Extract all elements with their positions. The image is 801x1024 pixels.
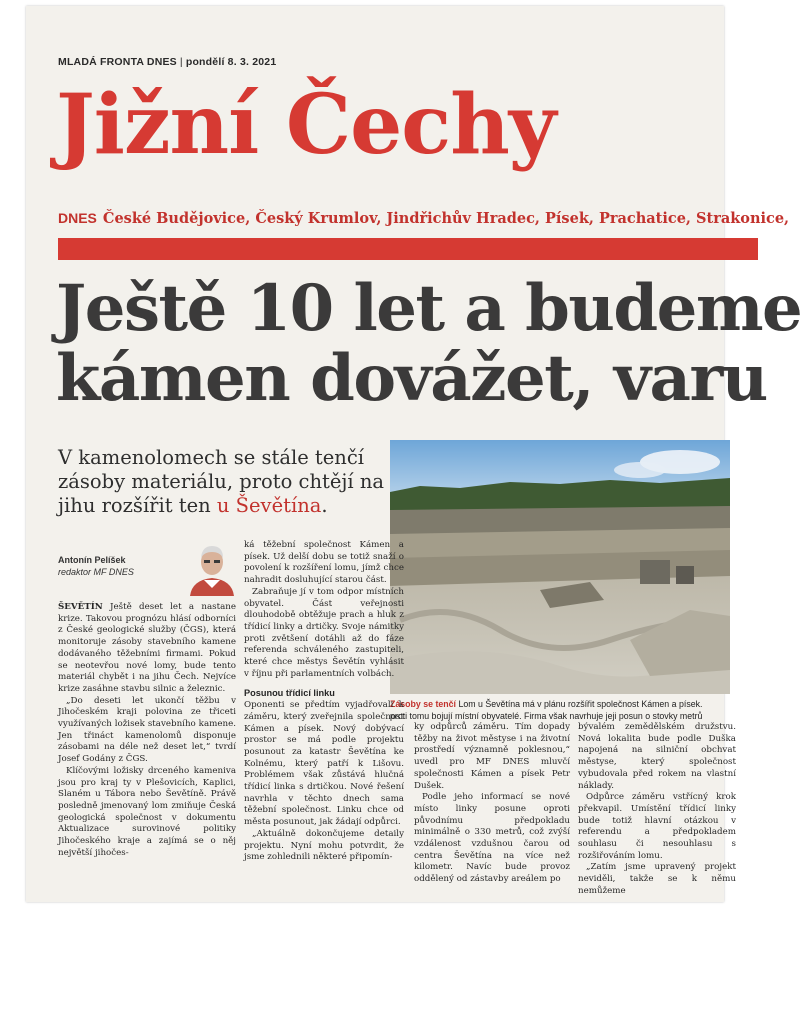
- paragraph: Zabraňuje jí v tom odpor místních obyvatel. Část veřejnosti dlouhodobě obtěžuje prach a hluk z třídicí linky a drtičky. Svoje námitky proti zvětšení dotáhli až do fáze referenda schváleného zastupiteli, které chce městys Ševětín vyhlásit v říjnu při parlamentních volbách.: [244, 586, 404, 679]
- region-list: [58, 210, 789, 227]
- paragraph: „Do deseti let ukončí těžbu v Jihočeském kraji polovina ze třiceti využívaných ložisek stavebního kamene. Jen třináct kamenolomů disponuje zásobami na déle než deset let,“ tvrdí Josef Godány z ČGS.: [58, 695, 236, 765]
- paragraph: Klíčovými ložisky drceného kameniva jsou pro kraj ty v Plešovicích, Kaplici, Slaném u Tábora nebo Ševětíně. Právě posledně jmenovaný lom zmiňuje Česká geologická společnost v dokumentu Aktualizace surovinové politiky Jihočeského kraje a zajímá se o něj největší jihočes-: [58, 765, 236, 858]
- masthead-separator: |: [179, 56, 183, 68]
- article-column-1: [58, 602, 236, 900]
- section-divider-bar: [58, 238, 758, 260]
- lede-end: .: [321, 494, 328, 517]
- caption-text-line-2: proti tomu bojují místní obyvatelé. Firma však navrhuje jeji posun o stovky metrů: [390, 711, 703, 721]
- dateline: ŠEVĚTÍN: [58, 602, 103, 612]
- article-headline: [56, 271, 801, 416]
- paragraph: „Aktuálně dokončujeme detaily projektu. Nyní mohu potvrdit, že jsme zohlednili některé připomín-: [244, 828, 404, 863]
- section-title: Jižní Čechy: [56, 77, 556, 173]
- caption-label: Zásoby se tenčí: [390, 699, 457, 709]
- paragraph: Podle jeho informací se nové místo linky posune oproti původnímu předpokladu minimálně o 330 metrů, což zvýší vzdálenost vzdušnou čarou od centra Ševětína na více než kilometr. Navíc bude provoz oddělený od zástavby areálem po: [414, 792, 570, 885]
- author-name: Antonín Pelíšek: [58, 555, 126, 565]
- headline-line-1: Ještě 10 let a budeme: [56, 271, 801, 346]
- newspaper-name: MLADÁ FRONTA DNES: [58, 56, 177, 68]
- author-role: redaktor MF DNES: [58, 567, 134, 577]
- byline: [58, 554, 168, 578]
- paragraph: Oponenti se předtím vyjadřovali k záměru, který zveřejnila společnost Kámen a písek. Nový dobývací prostor se má podle projektu posunout za katastr Ševětína ke Kolnému, který patří k Lišovu. Problémem však zůstává hlučná třídicí linka s drtičkou. Nové řešení navrhla v těchto dnech sama těžební společnost. Linku chce od města posunout, jak žádají odpůrci.: [244, 700, 404, 828]
- masthead: [58, 56, 276, 68]
- lede-text: V kamenolomech se stále tenčí zásoby materiálu, proto chtějí na jihu rozšířit ten: [58, 446, 385, 517]
- paragraph: „Zatím jsme upravený projekt neviděli, takže se k němu nemůžeme: [578, 862, 736, 896]
- paragraph: [58, 602, 236, 696]
- paragraph: Odpůrce záměru vstřícný krok překvapil. Umístění třídicí linky bude totiž hlavní otázkou v referendu a předpokladem souhlasu či nesouhlasu s rozšiřováním lomu.: [578, 792, 736, 861]
- paragraph: ky odpůrců záměru. Tím dopady těžby na život městyse i na životní prostředí významně poklesnou,“ uvedl pro MF DNES mluvčí společnosti Kámen a písek Petr Dušek.: [414, 722, 570, 791]
- caption-text: Lom u Ševětína má v plánu rozšířit společnost Kámen a písek.: [456, 699, 703, 709]
- article-column-3: [414, 722, 570, 900]
- article-column-2: [244, 540, 404, 900]
- subheading: Posunou třídicí linku: [244, 688, 335, 699]
- article-column-4: [578, 722, 736, 900]
- article-lede: [58, 446, 398, 518]
- lede-highlight: u Ševětína: [216, 494, 322, 517]
- author-portrait-icon: [186, 540, 238, 596]
- photo-caption: [390, 698, 730, 722]
- headline-line-2: kámen dovážet, varu: [56, 341, 767, 416]
- newspaper-page: [26, 6, 801, 902]
- quarry-photo: [390, 440, 730, 694]
- region-names: České Budějovice, Český Krumlov, Jindřichův Hradec, Písek, Prachatice, Strakonice,: [102, 210, 790, 227]
- paragraph-text: Ještě deset let a nastane krize. Takovou prognózu hlásí odborníci z České geologické služby (ČGS), která monitoruje zásoby stavebního kamene dodávaného těžebními firmami. Pokud se neotevřou nové lomy, bude tento materiál chybět i na jihu Čech. Nejvíce krize zasáhne stavbu silnic a železnic.: [58, 602, 236, 694]
- dnes-brand: DNES: [58, 210, 97, 226]
- issue-date: pondělí 8. 3. 2021: [185, 56, 277, 68]
- paragraph: bývalém zemědělském družstvu. Nová lokalita bude podle Duška napojená na silniční obchvat městyse, který společnost vybudovala před rokem na vlastní náklady.: [578, 722, 736, 791]
- paragraph: ká těžební společnost Kámen a písek. Už delší dobu se totiž snaží o povolení k rozšíření lomu, jímž chce nahradit dosluhující starou část.: [244, 540, 404, 586]
